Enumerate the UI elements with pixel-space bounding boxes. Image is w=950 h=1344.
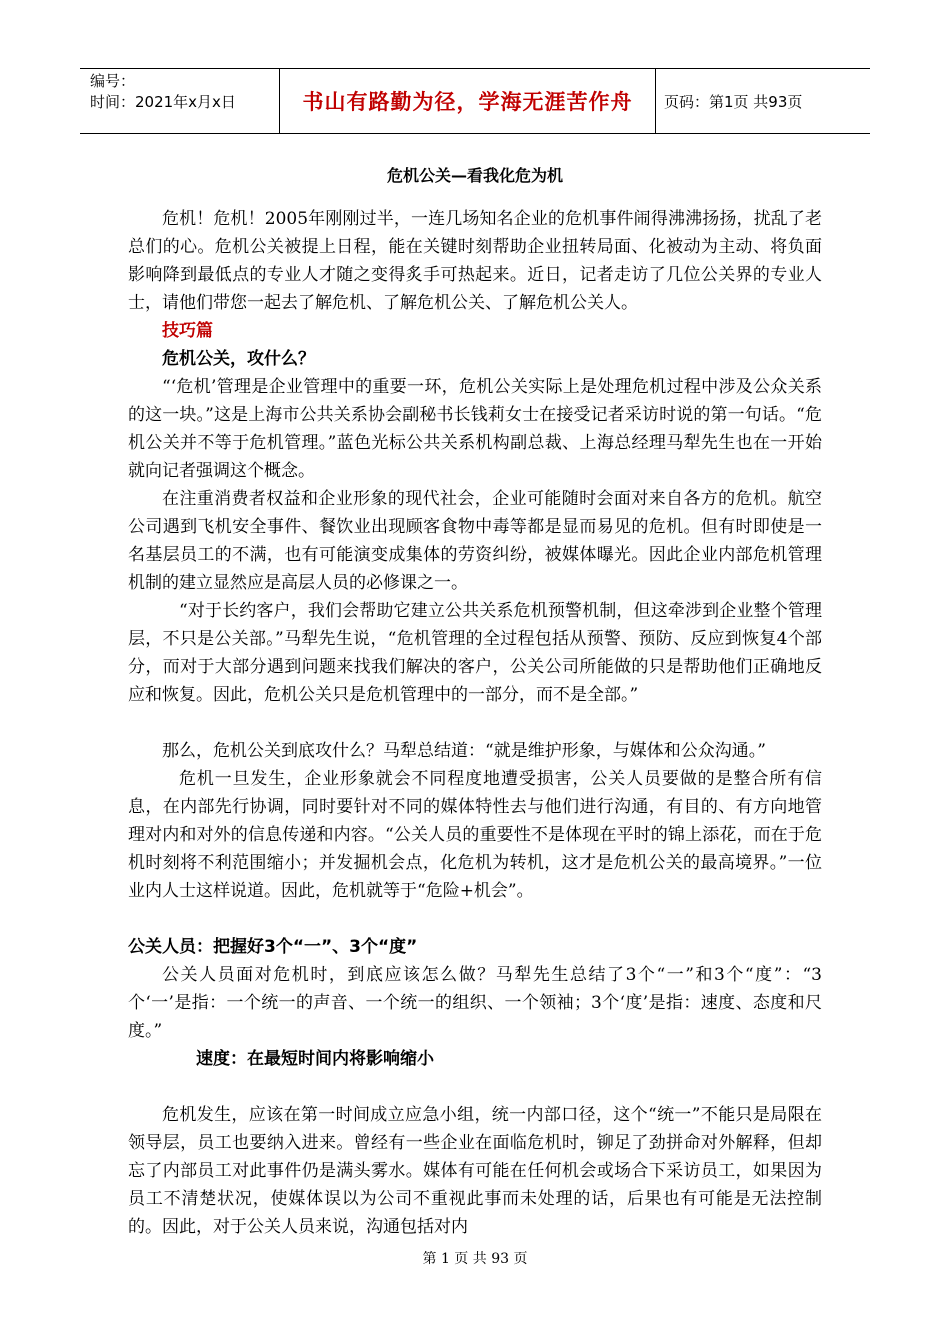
section-heading-pr-staff: 公关人员：把握好3个“一”、3个“度” — [128, 937, 418, 957]
paragraph-1: “‘危机’管理是企业管理中的重要一环，危机公关实际上是处理危机过程中涉及公众关系的这一块。”这是上海市公共关系协会副秘书长钱莉女士在接受记者采访时说的第一句话。“危机公关并不等于危机管理。”蓝色光标公共关系机构副总裁、上海总经理马犁先生也在一开始就向记者强调这个概念。 — [128, 377, 822, 481]
paragraph-7: 危机发生，应该在第一时间成立应急小组，统一内部口径，这个“统一”不能只是局限在领导层，员工也要纳入进来。曾经有一些企业在面临危机时，铆足了劲拼命对外解释，但却忘了内部员工对此事件仍是满头雾水。媒体有可能在任何机会或场合下采访员工，如果因为员工不清楚状况，使媒体误以为公司不重视此事而未处理的话，后果也有可能是无法控制的。因此，对于公关人员来说，沟通包括对内 — [128, 1105, 822, 1237]
paragraph-5: 危机一旦发生，企业形象就会不同程度地遭受损害，公关人员要做的是整合所有信息，在内部先行协调，同时要针对不同的媒体特性去与他们进行沟通，有目的、有方向地管理对内和对外的信息传递和内容。“公关人员的重要性不是体现在平时的锦上添花，而在于危机时刻将不利范围缩小；并发掘机会点，化危机为转机，这才是危机公关的最高境界。”一位业内人士这样说道。因此，危机就等于“危险+机会”。 — [128, 769, 822, 901]
blank-line — [128, 1073, 822, 1101]
paragraph-3: “对于长约客户，我们会帮助它建立公共关系危机预警机制，但这牵涉到企业整个管理层，不只是公关部。”马犁先生说，“危机管理的全过程包括从预警、预防、反应到恢复4个部分，而对于大部分遇到问题来找我们解决的客户，公关公司所能做的只是帮助他们正确地反应和恢复。因此，危机公关只是危机管理中的一部分，而不是全部。” — [128, 601, 822, 705]
document-body — [128, 205, 822, 1241]
header-motto: 书山有路勤为径，学海无涯苦作舟 — [280, 69, 656, 133]
paragraph-2: 在注重消费者权益和企业形象的现代社会，企业可能随时会面对来自各方的危机。航空公司遇到飞机安全事件、餐饮业出现顾客食物中毒等都是显而易见的危机。但有时即使是一名基层员工的不满，也有可能演变成集体的劳资纠纷，被媒体曝光。因此企业内部危机管理机制的建立显然应是高层人员的必修课之一。 — [128, 489, 822, 593]
paragraph-4: 那么，危机公关到底攻什么？马犁总结道：“就是维护形象，与媒体和公众沟通。” — [162, 741, 766, 761]
header-page-info: 页码：第1页 共93页 — [664, 92, 803, 111]
document-title: 危机公关—看我化危为机 — [386, 166, 563, 185]
subsection-heading-attack: 危机公关，攻什么？ — [162, 349, 315, 369]
subsection-heading-speed: 速度：在最短时间内将影响缩小 — [196, 1049, 434, 1069]
blank-line — [128, 905, 822, 933]
blank-line — [128, 709, 822, 737]
page-header — [80, 68, 870, 134]
section-heading-skills: 技巧篇 — [162, 321, 213, 341]
document-date-label: 时间：2021年x月x日 — [90, 93, 236, 111]
paragraph-intro: 危机！危机！2005年刚刚过半，一连几场知名企业的危机事件闹得沸沸扬扬，扰乱了老总们的心。危机公关被提上日程，能在关键时刻帮助企业扭转局面、化被动为主动、将负面影响降到最低点的专业人才随之变得炙手可热起来。近日，记者走访了几位公关界的专业人士，请他们带您一起去了解危机、了解危机公关、了解危机公关人。 — [128, 209, 822, 313]
page-footer: 第 1 页 共 93 页 — [422, 1251, 528, 1267]
document-number-label: 编号： — [90, 72, 136, 90]
paragraph-6: 公关人员面对危机时，到底应该怎么做？马犁先生总结了3个“一”和3个“度”：“3个‘一’是指：一个统一的声音、一个统一的组织、一个领袖；3个‘度’是指：速度、态度和尺度。” — [128, 965, 822, 1041]
header-meta — [80, 69, 280, 133]
